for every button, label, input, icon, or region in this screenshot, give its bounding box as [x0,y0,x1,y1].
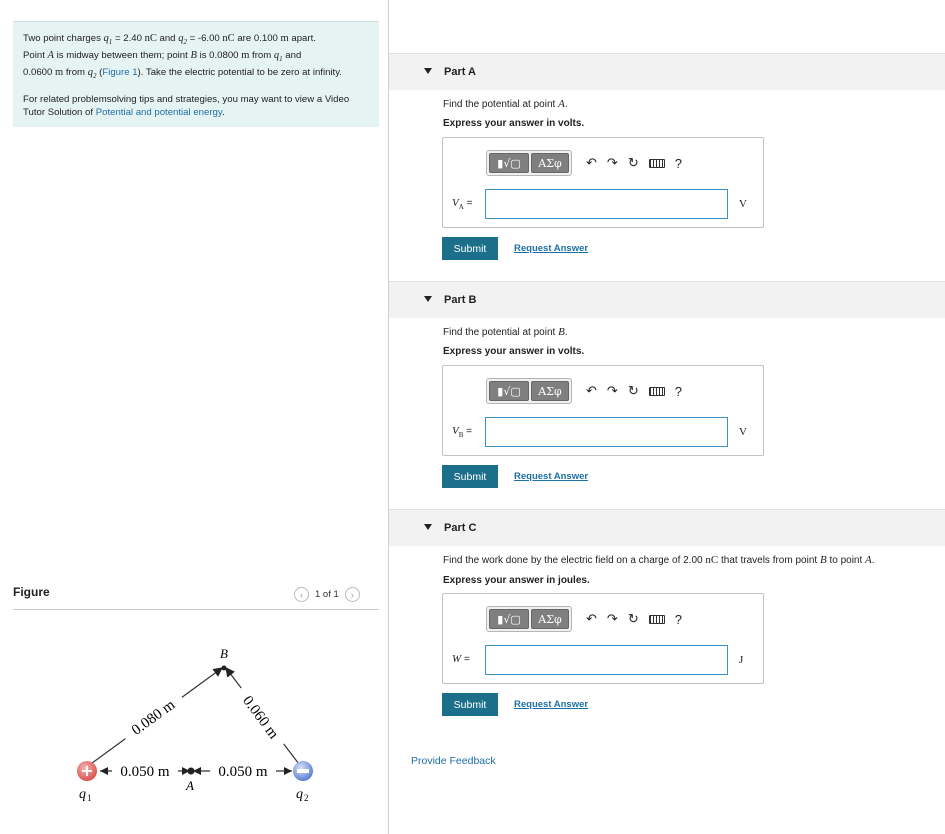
reset-icon[interactable]: ↻ [627,155,639,170]
collapse-triangle-icon [424,296,432,302]
arrowhead-br-right [284,767,292,775]
figure-link[interactable]: Figure 1 [102,66,138,78]
part-a-request-answer-link[interactable]: Request Answer [514,243,589,254]
redo-icon[interactable]: ↷ [606,155,618,170]
part-c-submit-button[interactable]: Submit [442,693,498,716]
next-figure-button[interactable] [345,587,360,602]
part-a-answer-input[interactable] [485,189,728,219]
figure-page-count: 1 of 1 [315,589,339,600]
part-a-answer-box [442,137,764,228]
part-b-variable: $V_B$ = [452,425,473,440]
left-panel [0,0,389,834]
label-q2: q [296,787,303,802]
part-c-request-answer-link[interactable]: Request Answer [514,699,589,710]
figure-divider [13,609,379,610]
chevron-left-icon: ‹ [300,589,303,600]
redo-icon[interactable]: ↷ [606,383,618,398]
toolbar-button-group [486,606,572,632]
toolbar-icons [586,155,682,171]
part-b-answer-input[interactable] [485,417,728,447]
part-b-submit-button[interactable]: Submit [442,465,498,488]
figure-title: Figure [13,585,50,599]
provide-feedback-link[interactable]: Provide Feedback [411,755,496,767]
math-toolbar [486,603,686,635]
toolbar-icons [586,383,682,399]
math-toolbar [486,375,686,407]
symbols-button[interactable]: ΑΣφ [531,609,569,629]
label-d-right: 0.060 m [239,693,282,743]
help-icon[interactable]: ? [674,383,682,399]
toolbar-button-group [486,378,572,404]
prev-figure-button[interactable] [294,587,309,602]
part-b-header[interactable] [389,281,945,318]
part-c-question: Find the work done by the electric field on a charge of 2.00 nC that travels from point B to point A. [443,554,875,566]
redo-icon[interactable]: ↷ [606,611,618,626]
part-a-unit: V [739,198,747,210]
part-a-label: Part A [444,66,476,78]
help-icon[interactable]: ? [674,611,682,627]
charges-figure [70,640,330,810]
video-tutor-link[interactable]: Potential and potential energy [95,106,222,118]
minus-icon [297,769,309,773]
help-icon[interactable]: ? [674,155,682,171]
reset-icon[interactable]: ↻ [627,611,639,626]
part-a-submit-button[interactable]: Submit [442,237,498,260]
part-b-question: Find the potential at point B. [443,326,568,338]
keyboard-icon[interactable] [649,615,665,624]
problem-statement [13,21,379,127]
collapse-triangle-icon [424,524,432,530]
part-c-variable: W = [452,653,470,665]
toolbar-button-group [486,150,572,176]
symbols-button[interactable]: ΑΣφ [531,381,569,401]
part-c-instruction: Express your answer in joules. [443,575,590,586]
part-a-instruction: Express your answer in volts. [443,118,585,129]
part-c-header[interactable] [389,509,945,546]
label-a: A [186,778,194,793]
part-c-answer-box [442,593,764,684]
templates-button[interactable]: ▮√▢ [489,153,529,173]
part-b-unit: V [739,426,747,438]
figure-pager [294,587,360,602]
symbols-button[interactable]: ΑΣφ [531,153,569,173]
keyboard-icon[interactable] [649,387,665,396]
label-b: B [220,646,228,661]
part-c-unit: J [739,654,744,666]
label-q1-sub: 1 [87,793,92,803]
templates-button[interactable]: ▮√▢ [489,609,529,629]
label-d-bl: 0.050 m [120,764,170,780]
arrowhead-bl-left [100,767,108,775]
undo-icon[interactable]: ↶ [586,155,597,170]
label-d-br: 0.050 m [218,764,268,780]
part-b-request-answer-link[interactable]: Request Answer [514,471,589,482]
chevron-right-icon: › [350,589,354,600]
label-q2-sub: 2 [304,793,309,803]
right-panel [389,0,945,834]
part-a-question: Find the potential at point A. [443,98,568,110]
arrowhead-br-left [193,767,201,775]
part-c-answer-input[interactable] [485,645,728,675]
reset-icon[interactable]: ↻ [627,383,639,398]
part-a-header[interactable] [389,53,945,90]
label-q1: q [79,787,86,802]
math-toolbar [486,147,686,179]
toolbar-icons [586,611,682,627]
label-d-left: 0.080 m [128,696,179,739]
part-b-label: Part B [444,294,477,306]
part-a-variable: $V_A$ = [452,197,473,212]
problem-paragraph-1: Two point charges $q_1 = 2.40$ nC and $q_2 = -6.00$ nC are 0.100 m apart. Point A is midway between them; point B is 0.0800 m from $q_1$ and 0.0600 m from $q_2$ (Figure 1). Take the electric potential to be zero at infinity. [23,33,342,80]
keyboard-icon[interactable] [649,159,665,168]
part-b-instruction: Express your answer in volts. [443,346,585,357]
undo-icon[interactable]: ↶ [586,611,597,626]
undo-icon[interactable]: ↶ [586,383,597,398]
plus-icon: + [80,761,94,780]
problem-paragraph-2: For related problemsolving tips and strategies, you may want to view a Video Tutor Solution of Potential and potential energy. [23,93,350,118]
point-b-dot [222,666,227,671]
part-c-label: Part C [444,522,477,534]
collapse-triangle-icon [424,68,432,74]
part-b-answer-box [442,365,764,456]
arrowhead-bl-right [182,767,190,775]
templates-button[interactable]: ▮√▢ [489,381,529,401]
